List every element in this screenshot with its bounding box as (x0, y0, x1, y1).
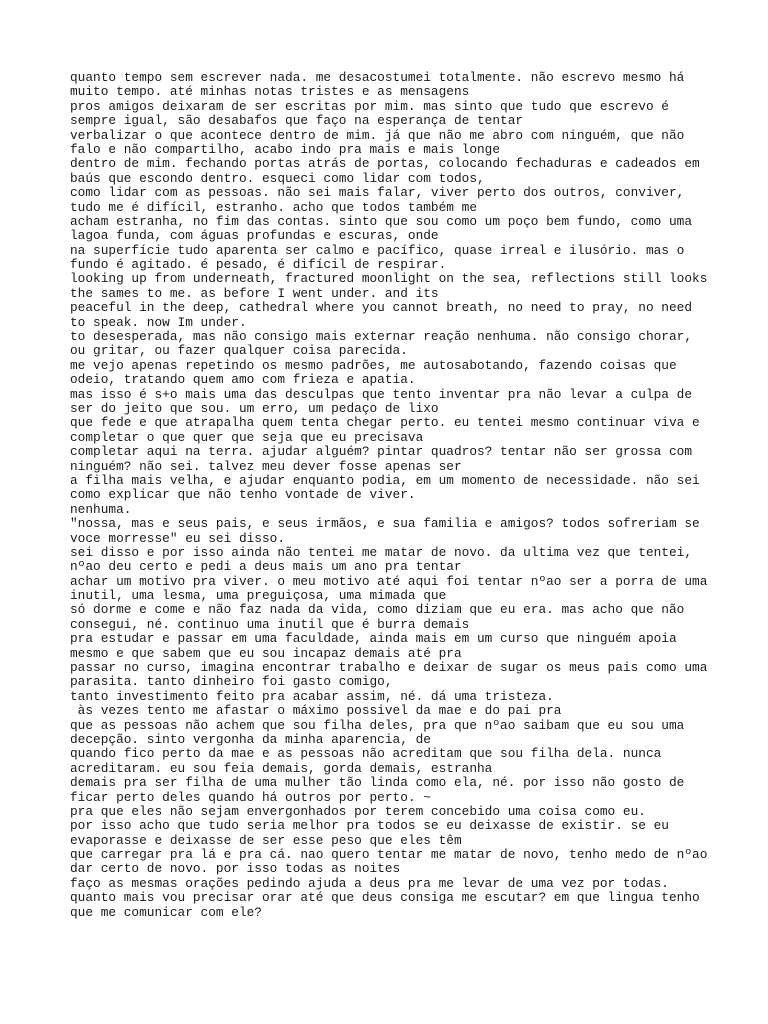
text-line: só dorme e come e não faz nada da vida, como diziam que eu era. mas acho que não (70, 602, 685, 618)
text-line: decepção. sinto vergonha da minha aparencia, de (70, 731, 431, 747)
text-line: tanto investimento feito pra acabar assim, né. dá uma tristeza. (70, 688, 554, 704)
text-line: "nossa, mas e seus pais, e seus irmãos, e sua familia e amigos? todos sofreriam se (70, 516, 700, 532)
text-line: pra que eles não sejam envergonhados por terem concebido uma coisa como eu. (70, 803, 646, 819)
text-line: dar certo de novo. por isso todas as noites (70, 861, 401, 877)
text-line: ninguém? não sei. talvez meu dever fosse apenas ser (70, 458, 462, 474)
text-line: evaporasse e deixasse de ser esse peso que eles têm (70, 832, 462, 848)
text-line: completar o que quer que seja que eu precisava (70, 429, 424, 445)
text-line: às vezes tento me afastar o máximo possivel da mae e do pai pra (70, 703, 562, 719)
text-line: acreditaram. eu sou feia demais, gorda demais, estranha (70, 760, 493, 776)
text-line: pra estudar e passar em uma faculdade, ainda mais em um curso que ninguém apoia (70, 631, 677, 647)
text-line: the sames to me. as before I went under. and its (70, 285, 439, 301)
text-line: me vejo apenas repetindo os mesmo padrões, me autosabotando, fazendo coisas que (70, 357, 677, 373)
text-line: sei disso e por isso ainda não tentei me matar de novo. da ultima vez que tentei, (70, 544, 693, 560)
text-line: tudo me é difícil, estranho. acho que todos também me (70, 199, 478, 215)
text-line: quanto tempo sem escrever nada. me desacostumei totalmente. não escrevo mesmo há (70, 70, 685, 85)
text-line: que fede e que atrapalha quem tenta chegar perto. eu tentei mesmo continuar viva e (70, 415, 700, 431)
text-line: parasita. tanto dinheiro foi gasto comigo, (70, 674, 393, 690)
text-line: que as pessoas não achem que sou filha deles, pra que nºao saibam que eu sou uma (70, 717, 685, 733)
text-line: muito tempo. até minhas notas tristes e as mensagens (70, 84, 470, 100)
text-line: ou gritar, ou fazer qualquer coisa parecida. (70, 343, 408, 359)
text-line: que me comunicar com ele? (70, 904, 262, 920)
text-line: ser do jeito que sou. um erro, um pedaço de lixo (70, 400, 439, 416)
text-line: mesmo e que sabem que eu sou incapaz demais até pra (70, 645, 462, 661)
text-line: na superfície tudo aparenta ser calmo e pacífico, quase irreal e ilusório. mas o (70, 242, 685, 258)
text-line: como explicar que não tenho vontade de viver. (70, 487, 416, 503)
text-line: consegui, né. continuo uma inutil que é burra demais (70, 616, 470, 632)
text-line: acham estranha, no fim das contas. sinto que sou como um poço bem fundo, como uma (70, 213, 693, 229)
text-line: peaceful in the deep, cathedral where you cannot breath, no need to pray, no need (70, 300, 693, 316)
text-line: passar no curso, imagina encontrar trabalho e deixar de sugar os meus pais como uma (70, 660, 708, 676)
text-line: looking up from underneath, fractured moonlight on the sea, reflections still looks (70, 271, 708, 287)
text-line: to speak. now Im under. (70, 314, 247, 330)
text-line: nºao deu certo e pedi a deus mais um ano pra tentar (70, 559, 462, 575)
text-line: to desesperada, mas não consigo mais externar reação nenhuma. não consigo chorar, (70, 329, 693, 345)
text-line: por isso acho que tudo seria melhor pra todos se eu deixasse de existir. se eu (70, 818, 669, 834)
text-line: voce morresse" eu sei disso. (70, 530, 286, 546)
document-body (70, 71, 760, 920)
text-line: completar aqui na terra. ajudar alguém? pintar quadros? tentar não ser grossa com (70, 444, 693, 460)
text-line: mas isso é s+o mais uma das desculpas que tento inventar pra não levar a culpa de (70, 386, 693, 402)
text-line: pros amigos deixaram de ser escritas por mim. mas sinto que tudo que escrevo é (70, 98, 669, 114)
text-line: lagoa funda, com águas profundas e escuras, onde (70, 228, 439, 244)
text-line: inutil, uma lesma, uma preguiçosa, uma mimada que (70, 588, 447, 604)
text-line: dentro de mim. fechando portas atrás de portas, colocando fechaduras e cadeados em (70, 156, 700, 172)
text-line: fundo é agitado. é pesado, é difícil de respirar. (70, 257, 447, 273)
text-line: ficar perto deles quando há outros por perto. ~ (70, 789, 431, 805)
text-line: a filha mais velha, e ajudar enquanto podia, em um momento de necessidade. não sei (70, 472, 700, 488)
text-line: demais pra ser filha de uma mulher tão linda como ela, né. por isso não gosto de (70, 775, 685, 791)
text-line: que carregar pra lá e pra cá. nao quero tentar me matar de novo, tenho medo de nºao (70, 847, 708, 863)
text-line: sempre igual, são desabafos que faço na esperança de tentar (70, 113, 524, 129)
text-line: nenhuma. (70, 501, 132, 517)
text-line: quanto mais vou precisar orar até que deus consiga me escutar? em que lingua tenho (70, 890, 700, 906)
text-line: odeio, tratando quem amo com frieza e apatia. (70, 372, 416, 388)
text-line: verbalizar o que acontece dentro de mim. já que não me abro com ninguém, que não (70, 127, 685, 143)
text-line: como lidar com as pessoas. não sei mais falar, viver perto dos outros, conviver, (70, 185, 685, 201)
text-line: faço as mesmas orações pedindo ajuda a deus pra me levar de uma vez por todas. (70, 875, 669, 891)
text-line: achar um motivo pra viver. o meu motivo até aqui foi tentar nºao ser a porra de uma (70, 573, 708, 589)
text-line: quando fico perto da mae e as pessoas não acreditam que sou filha dela. nunca (70, 746, 662, 762)
text-line: falo e não compartilho, acabo indo pra mais e mais longe (70, 141, 501, 157)
text-line: baús que escondo dentro. esqueci como lidar com todos, (70, 170, 485, 186)
